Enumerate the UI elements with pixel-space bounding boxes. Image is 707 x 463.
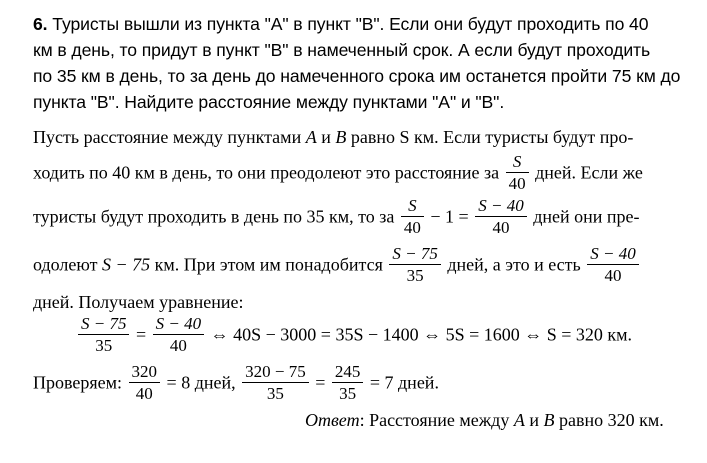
- fraction-denominator: 40: [492, 218, 510, 237]
- solution-text: дней. Если же: [535, 162, 643, 183]
- solution-line-4: [33, 244, 641, 288]
- math-operator: =: [135, 324, 147, 345]
- fraction-numerator: S: [506, 152, 529, 173]
- fraction-s-over-40: [506, 152, 529, 193]
- answer-text: : Расстояние между: [359, 410, 514, 430]
- solution-text: одолеют: [33, 254, 102, 275]
- solution-line-5: дней. Получаем уравнение:: [33, 292, 244, 312]
- math-result: = 7 дней.: [369, 372, 439, 393]
- solution-text: дней, а это и есть: [447, 254, 581, 275]
- math-expression: S − 75: [101, 254, 151, 275]
- fraction-s-minus-75-over-35: [78, 314, 129, 355]
- fraction-numerator: S − 40: [475, 196, 526, 217]
- fraction-numerator: 320 − 75: [242, 362, 309, 383]
- fraction-320-over-40: [129, 362, 161, 403]
- solution-text: и: [316, 127, 336, 147]
- answer-label: Ответ: [305, 410, 360, 430]
- problem-text-1: Туристы вышли из пункта "А" в пункт "В". Если они будут проходить по 40: [52, 14, 649, 34]
- point-b: B: [335, 127, 347, 147]
- fraction-denominator: 40: [403, 218, 421, 237]
- fraction-numerator: S: [401, 196, 424, 217]
- check-line: [33, 362, 439, 408]
- problem-line-3: по 35 км в день, то за день до намеченного срока им останется пройти 75 км до: [33, 66, 681, 86]
- point-a: A: [513, 410, 525, 430]
- point-b: B: [543, 410, 555, 430]
- fraction-denominator: 40: [508, 174, 526, 193]
- fraction-numerator: 245: [332, 362, 364, 383]
- solution-text: равно S км. Если туристы будут про-: [346, 127, 634, 147]
- solution-text: км. При этом им понадобится: [150, 254, 383, 275]
- math-operator: − 1 =: [430, 206, 469, 227]
- fraction-245-over-35: [332, 362, 364, 403]
- solution-line-3: [33, 196, 640, 240]
- fraction-s-minus-75-over-35: [389, 244, 440, 285]
- fraction-numerator: S − 75: [389, 244, 440, 265]
- fraction-denominator: 35: [339, 384, 357, 403]
- fraction-320-minus-75-over-35: [242, 362, 309, 403]
- problem-number: 6.: [33, 14, 48, 34]
- fraction-denominator: 35: [406, 266, 424, 285]
- solution-text: Пусть расстояние между пунктами: [33, 127, 306, 147]
- problem-line-2: км в день, то придут в пункт "В" в намеченный срок. А если будут проходить: [33, 40, 651, 60]
- check-label: Проверяем:: [33, 372, 123, 393]
- fraction-denominator: 40: [135, 384, 153, 403]
- solution-text: дней они пре-: [533, 206, 640, 227]
- solution-line-2: [33, 152, 643, 192]
- fraction-denominator: 40: [169, 336, 187, 355]
- fraction-denominator: 35: [95, 336, 113, 355]
- fraction-numerator: S − 75: [78, 314, 129, 335]
- point-a: A: [305, 127, 317, 147]
- fraction-numerator: S − 40: [153, 314, 204, 335]
- equation-solution: ⇔ 40S − 3000 = 35S − 1400 ⇔ 5S = 1600 ⇔ S = 320 км.: [210, 324, 633, 345]
- fraction-denominator: 40: [604, 266, 622, 285]
- math-operator: =: [315, 372, 326, 393]
- solution-text: туристы будут проходить в день по 35 км, то за: [33, 206, 395, 227]
- fraction-s-over-40: [401, 196, 424, 237]
- answer-text: равно 320 км.: [554, 410, 664, 430]
- fraction-s-minus-40-over-40: [587, 244, 638, 285]
- problem-line-4: пункта "В". Найдите расстояние между пунктами "А" и "В".: [33, 92, 505, 112]
- fraction-s-minus-40-over-40: [475, 196, 526, 237]
- problem-line-1: [33, 14, 648, 34]
- answer-line: [305, 410, 664, 430]
- math-result: = 8 дней,: [166, 372, 236, 393]
- answer-text: и: [524, 410, 544, 430]
- solution-line-1: [33, 127, 633, 147]
- equation-line: [76, 314, 632, 360]
- solution-text: ходить по 40 км в день, то они преодолеют это расстояние за: [33, 162, 500, 183]
- fraction-s-minus-40-over-40: [153, 314, 204, 355]
- fraction-denominator: 35: [266, 384, 284, 403]
- fraction-numerator: S − 40: [587, 244, 638, 265]
- fraction-numerator: 320: [129, 362, 161, 383]
